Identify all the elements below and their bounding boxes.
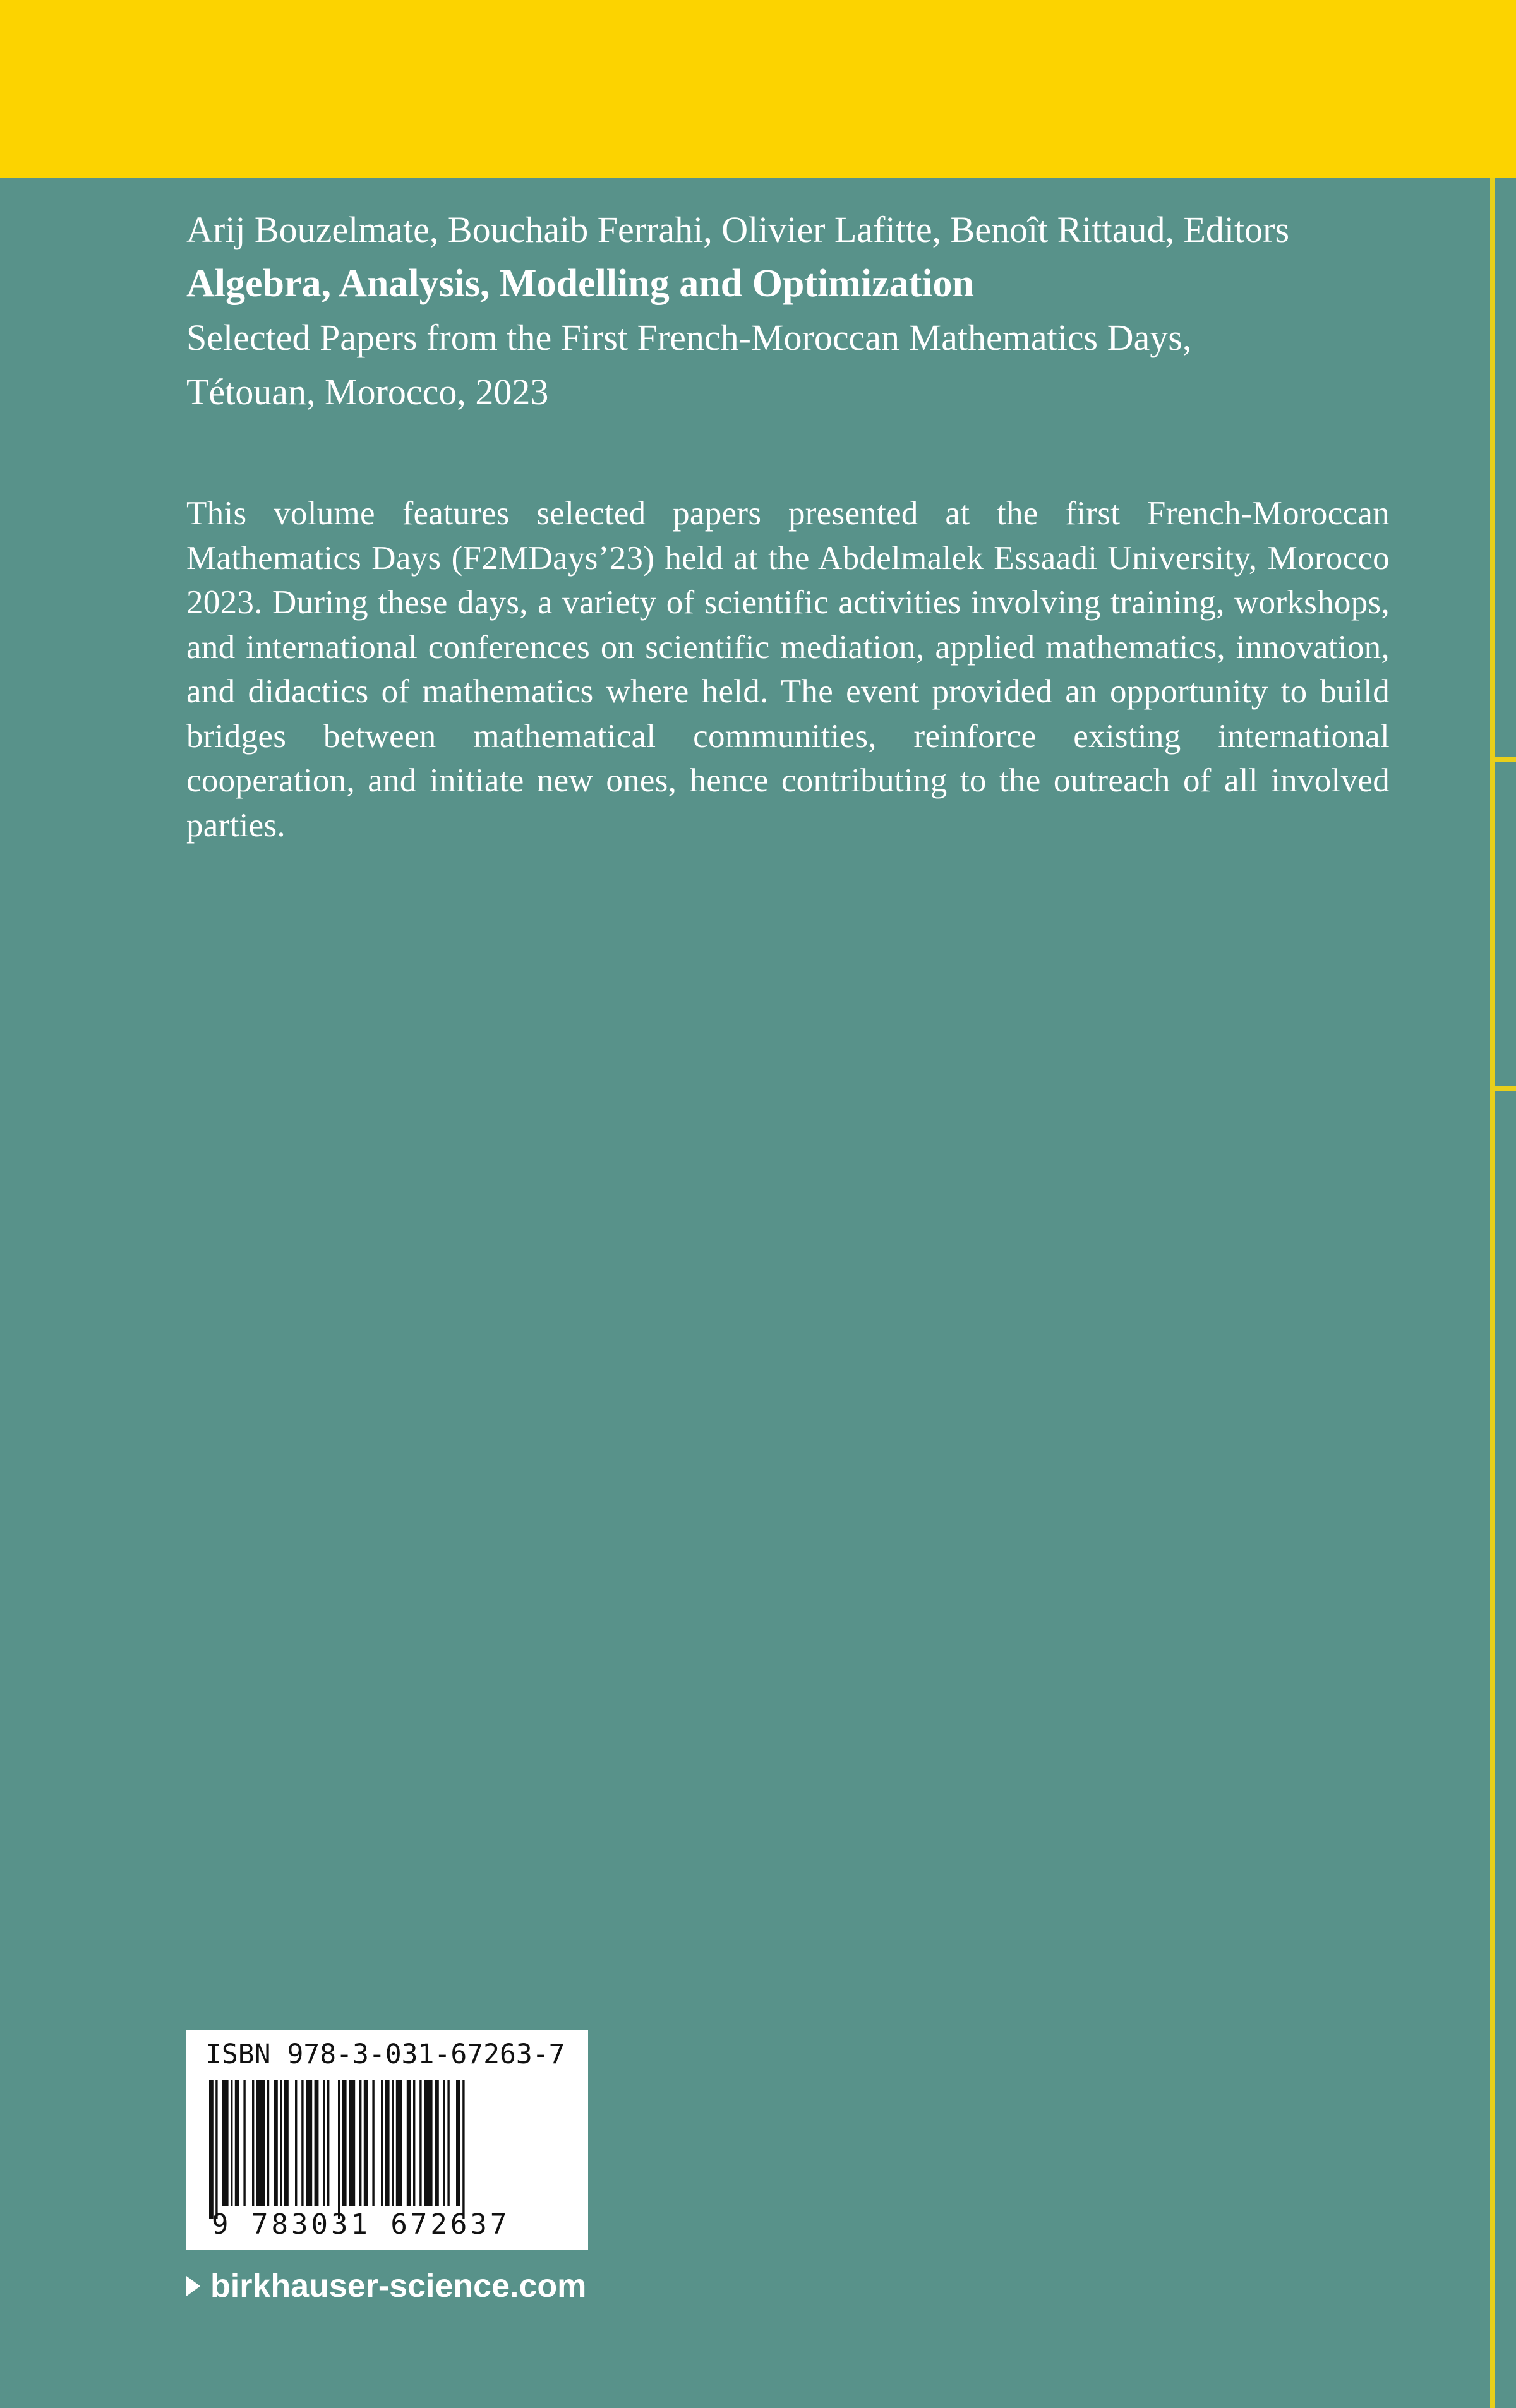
barcode-bar	[215, 2080, 217, 2219]
top-color-band	[0, 0, 1516, 178]
barcode-bar	[274, 2080, 278, 2206]
isbn-barcode-box	[186, 2030, 588, 2250]
barcode-bar	[256, 2080, 265, 2206]
barcode-bar	[413, 2080, 415, 2206]
barcode-bar	[327, 2080, 329, 2206]
barcode-bar	[359, 2080, 361, 2206]
publisher-url[interactable]: birkhauser-science.com	[210, 2268, 587, 2304]
barcode-bar	[222, 2080, 228, 2206]
barcode-bar	[392, 2080, 394, 2206]
barcode-bar	[235, 2080, 239, 2206]
spine-line	[1490, 178, 1495, 2408]
barcode-bar	[419, 2080, 421, 2206]
barcode-bar	[280, 2080, 282, 2206]
isbn-label: ISBN 978-3-031-67263-7	[205, 2039, 565, 2070]
spine-tick-upper	[1495, 757, 1516, 762]
cover-header	[186, 203, 1418, 419]
barcode-bar	[435, 2080, 439, 2206]
barcode-bar	[284, 2080, 289, 2206]
barcode-bar	[424, 2080, 433, 2206]
barcode-bar	[323, 2080, 325, 2206]
barcode-bar	[349, 2080, 355, 2206]
barcode-bar	[443, 2080, 445, 2206]
barcode-bar	[243, 2080, 245, 2206]
book-title: Algebra, Analysis, Modelling and Optimization	[186, 262, 975, 305]
barcode-bar	[295, 2080, 297, 2206]
barcode-bar	[447, 2080, 449, 2206]
barcode-bar	[462, 2080, 464, 2219]
barcode-bar	[338, 2080, 340, 2219]
barcode-bar	[385, 2080, 390, 2206]
barcode-digits: 9 783031 672637	[212, 2208, 510, 2241]
barcode-bar	[342, 2080, 347, 2206]
barcode-bar	[372, 2080, 374, 2206]
book-description: This volume features selected papers presented at the first French-Moroccan Mathematics Days (F2MDays’23) held at the Abdelmalek Essaadi University, Morocco 2023. During these days, a variety of scientific activities involving training, workshops, and international conferences on scientific mediation, applied mathematics, innovation, and didactics of mathematics where held. The event provided an opportunity to build bridges between mathematical communities, reinforce existing international cooperation, and initiate new ones, hence contributing to the outreach of all involved parties.	[186, 495, 1390, 844]
arrow-right-icon	[186, 2276, 200, 2296]
barcode-bar	[396, 2080, 402, 2206]
barcode-bar	[315, 2080, 319, 2206]
barcode-bar	[209, 2080, 214, 2219]
barcode-bar	[306, 2080, 312, 2206]
barcode-bar	[267, 2080, 269, 2206]
spine-tick-lower	[1495, 1086, 1516, 1091]
barcode-bar	[407, 2080, 411, 2206]
editors-line: Arij Bouzelmate, Bouchaib Ferrahi, Olivier Lafitte, Benoît Rittaud, Editors	[186, 209, 1290, 250]
barcode-bar	[364, 2080, 368, 2206]
subtitle-line-1: Selected Papers from the First French-Moroccan Mathematics Days,	[186, 317, 1192, 358]
barcode-bar	[252, 2080, 254, 2206]
publisher-link[interactable]	[186, 2264, 586, 2308]
barcode-bar	[381, 2080, 383, 2206]
subtitle-line-2: Tétouan, Morocco, 2023	[186, 371, 549, 412]
barcode-bar	[301, 2080, 303, 2206]
barcode-bar	[456, 2080, 460, 2206]
barcode-bar	[231, 2080, 232, 2206]
